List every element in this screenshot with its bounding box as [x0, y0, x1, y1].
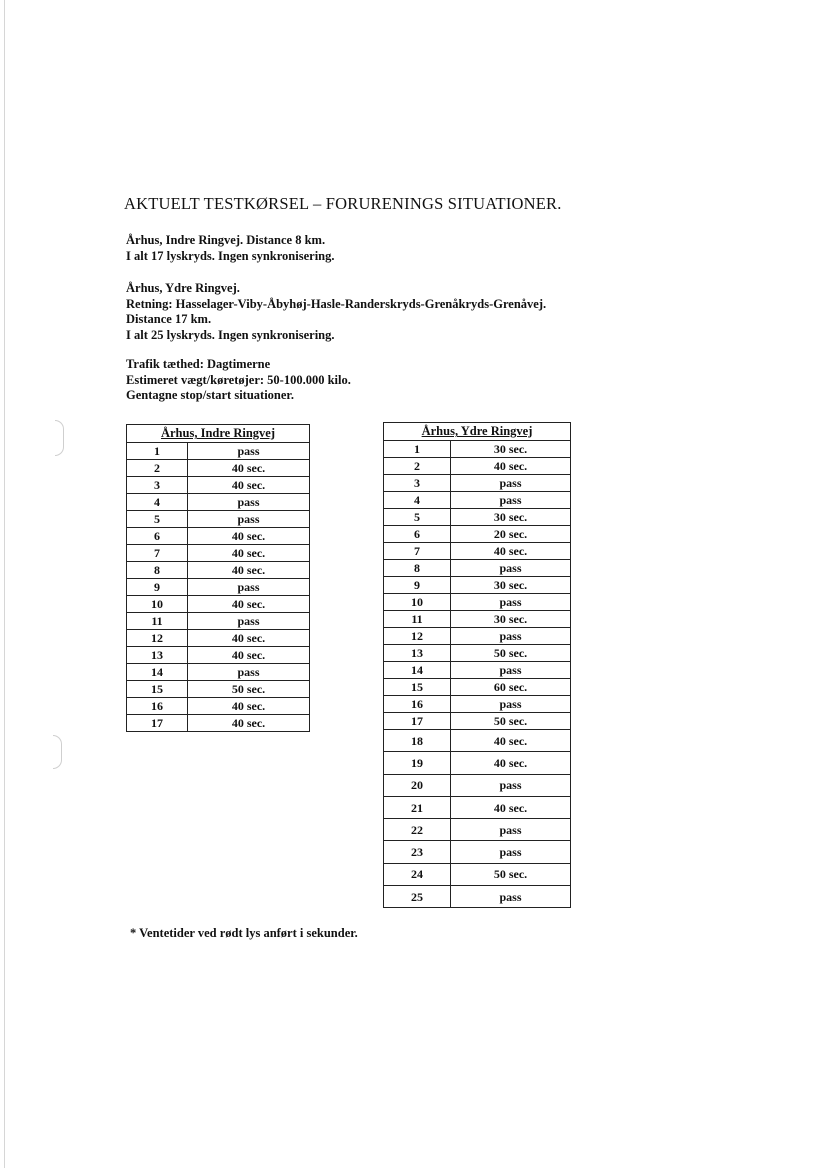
- wait-time: 60 sec.: [451, 679, 571, 696]
- table-row: [384, 441, 571, 458]
- wait-time: 40 sec.: [451, 752, 571, 774]
- wait-time: 40 sec.: [188, 715, 310, 732]
- intersection-number: 1: [384, 441, 451, 458]
- wait-time: 30 sec.: [451, 577, 571, 594]
- wait-time: pass: [451, 662, 571, 679]
- table-row: [127, 715, 310, 732]
- wait-time: pass: [451, 774, 571, 796]
- intersection-number: 3: [384, 475, 451, 492]
- wait-time: 40 sec.: [451, 796, 571, 818]
- table-row: [384, 543, 571, 560]
- intersection-number: 10: [384, 594, 451, 611]
- table-row: [384, 458, 571, 475]
- wait-time: 20 sec.: [451, 526, 571, 543]
- table-row: [127, 443, 310, 460]
- table-row: [384, 492, 571, 509]
- wait-time: pass: [188, 494, 310, 511]
- intersection-number: 12: [127, 630, 188, 647]
- intersection-number: 4: [127, 494, 188, 511]
- table-row: [384, 796, 571, 818]
- table-row: [384, 560, 571, 577]
- wait-time: pass: [451, 560, 571, 577]
- intersection-number: 24: [384, 863, 451, 885]
- wait-time: 40 sec.: [188, 562, 310, 579]
- intersection-number: 2: [127, 460, 188, 477]
- page-title: AKTUELT TESTKØRSEL – FORURENINGS SITUATIONER.: [124, 194, 562, 213]
- intersection-number: 13: [127, 647, 188, 664]
- punch-hole-mark: [53, 735, 62, 769]
- intersection-number: 16: [384, 696, 451, 713]
- wait-time: 30 sec.: [451, 509, 571, 526]
- intersection-number: 7: [384, 543, 451, 560]
- table-row: [127, 477, 310, 494]
- intersection-number: 8: [384, 560, 451, 577]
- table-row: [384, 841, 571, 863]
- wait-time: pass: [451, 841, 571, 863]
- intersection-number: 18: [384, 730, 451, 752]
- intersection-number: 6: [127, 528, 188, 545]
- table-header: Århus, Indre Ringvej: [127, 425, 310, 443]
- wait-time: pass: [451, 475, 571, 492]
- wait-time: 40 sec.: [451, 458, 571, 475]
- wait-time: pass: [451, 492, 571, 509]
- intersection-number: 7: [127, 545, 188, 562]
- intersection-number: 11: [384, 611, 451, 628]
- wait-time: pass: [451, 696, 571, 713]
- intersection-number: 14: [127, 664, 188, 681]
- table-row: [384, 526, 571, 543]
- wait-time: 40 sec.: [188, 698, 310, 715]
- table-row: [384, 774, 571, 796]
- intersection-number: 17: [384, 713, 451, 730]
- wait-time: pass: [188, 511, 310, 528]
- table-row: [384, 713, 571, 730]
- wait-time: pass: [451, 628, 571, 645]
- wait-time: 40 sec.: [188, 630, 310, 647]
- intersection-number: 17: [127, 715, 188, 732]
- intersection-number: 9: [127, 579, 188, 596]
- wait-time: pass: [451, 819, 571, 841]
- wait-time: 40 sec.: [188, 528, 310, 545]
- text-line: Trafik tæthed: Dagtimerne: [126, 357, 271, 371]
- wait-time: pass: [188, 613, 310, 630]
- outer-ring-table: [383, 422, 571, 908]
- intersection-number: 5: [127, 511, 188, 528]
- wait-time: 30 sec.: [451, 611, 571, 628]
- intersection-number: 11: [127, 613, 188, 630]
- table-row: [127, 681, 310, 698]
- table-row: [384, 679, 571, 696]
- table-row: [127, 494, 310, 511]
- text-line: I alt 17 lyskryds. Ingen synkronisering.: [126, 248, 335, 263]
- wait-time: 40 sec.: [451, 543, 571, 560]
- table-row: [384, 886, 571, 908]
- table-row: [127, 562, 310, 579]
- inner-ring-table: [126, 424, 310, 732]
- wait-time: 40 sec.: [188, 460, 310, 477]
- wait-time: 40 sec.: [188, 596, 310, 613]
- intersection-number: 8: [127, 562, 188, 579]
- intersection-number: 20: [384, 774, 451, 796]
- intersection-number: 10: [127, 596, 188, 613]
- text-line: I alt 25 lyskryds. Ingen synkronisering.: [126, 327, 335, 342]
- intersection-number: 4: [384, 492, 451, 509]
- table-row: [127, 579, 310, 596]
- intersection-number: 5: [384, 509, 451, 526]
- intersection-number: 15: [384, 679, 451, 696]
- intersection-number: 13: [384, 645, 451, 662]
- table-row: [384, 611, 571, 628]
- intersection-number: 9: [384, 577, 451, 594]
- intersection-number: 6: [384, 526, 451, 543]
- table-row: [127, 664, 310, 681]
- inner-ring-description: [126, 233, 335, 264]
- table-row: [384, 696, 571, 713]
- intersection-number: 21: [384, 796, 451, 818]
- wait-time: pass: [188, 579, 310, 596]
- table-row: [384, 577, 571, 594]
- intersection-number: 22: [384, 819, 451, 841]
- wait-time: 40 sec.: [188, 647, 310, 664]
- page-left-edge: [4, 0, 5, 1168]
- wait-time: 30 sec.: [451, 441, 571, 458]
- wait-time: 50 sec.: [451, 863, 571, 885]
- footnote: * Ventetider ved rødt lys anført i sekunder.: [130, 926, 358, 940]
- table-row: [127, 630, 310, 647]
- wait-time: pass: [451, 594, 571, 611]
- wait-time: pass: [188, 664, 310, 681]
- table-row: [127, 528, 310, 545]
- table-row: [384, 475, 571, 492]
- intersection-number: 25: [384, 886, 451, 908]
- intersection-number: 15: [127, 681, 188, 698]
- wait-time: 40 sec.: [188, 545, 310, 562]
- table-row: [384, 628, 571, 645]
- text-line: Estimeret vægt/køretøjer: 50-100.000 kilo.: [126, 372, 351, 387]
- punch-hole-mark: [55, 420, 64, 456]
- table-row: [384, 662, 571, 679]
- wait-time: 50 sec.: [451, 713, 571, 730]
- intersection-number: 2: [384, 458, 451, 475]
- text-line: Distance 17 km.: [126, 312, 212, 326]
- table-row: [384, 752, 571, 774]
- table-row: [127, 545, 310, 562]
- text-line: Gentagne stop/start situationer.: [126, 388, 294, 402]
- intersection-number: 14: [384, 662, 451, 679]
- table-row: [384, 819, 571, 841]
- traffic-description: [126, 357, 351, 404]
- table-header: Århus, Ydre Ringvej: [384, 423, 571, 441]
- table-row: [127, 460, 310, 477]
- intersection-number: 19: [384, 752, 451, 774]
- intersection-number: 23: [384, 841, 451, 863]
- wait-time: pass: [451, 886, 571, 908]
- table-row: [384, 863, 571, 885]
- table-row: [384, 594, 571, 611]
- table-row: [384, 730, 571, 752]
- text-line: Århus, Indre Ringvej. Distance 8 km.: [126, 233, 326, 247]
- table-row: [127, 698, 310, 715]
- table-row: [384, 509, 571, 526]
- wait-time: pass: [188, 443, 310, 460]
- outer-ring-description: [126, 281, 546, 343]
- intersection-number: 16: [127, 698, 188, 715]
- table-row: [384, 645, 571, 662]
- wait-time: 40 sec.: [188, 477, 310, 494]
- intersection-number: 3: [127, 477, 188, 494]
- intersection-number: 12: [384, 628, 451, 645]
- text-line: Århus, Ydre Ringvej.: [126, 281, 240, 295]
- text-line: Retning: Hasselager-Viby-Åbyhøj-Hasle-Randerskryds-Grenåkryds-Grenåvej.: [126, 296, 547, 311]
- wait-time: 50 sec.: [188, 681, 310, 698]
- intersection-number: 1: [127, 443, 188, 460]
- wait-time: 40 sec.: [451, 730, 571, 752]
- wait-time: 50 sec.: [451, 645, 571, 662]
- table-row: [127, 647, 310, 664]
- table-row: [127, 511, 310, 528]
- table-row: [127, 596, 310, 613]
- table-row: [127, 613, 310, 630]
